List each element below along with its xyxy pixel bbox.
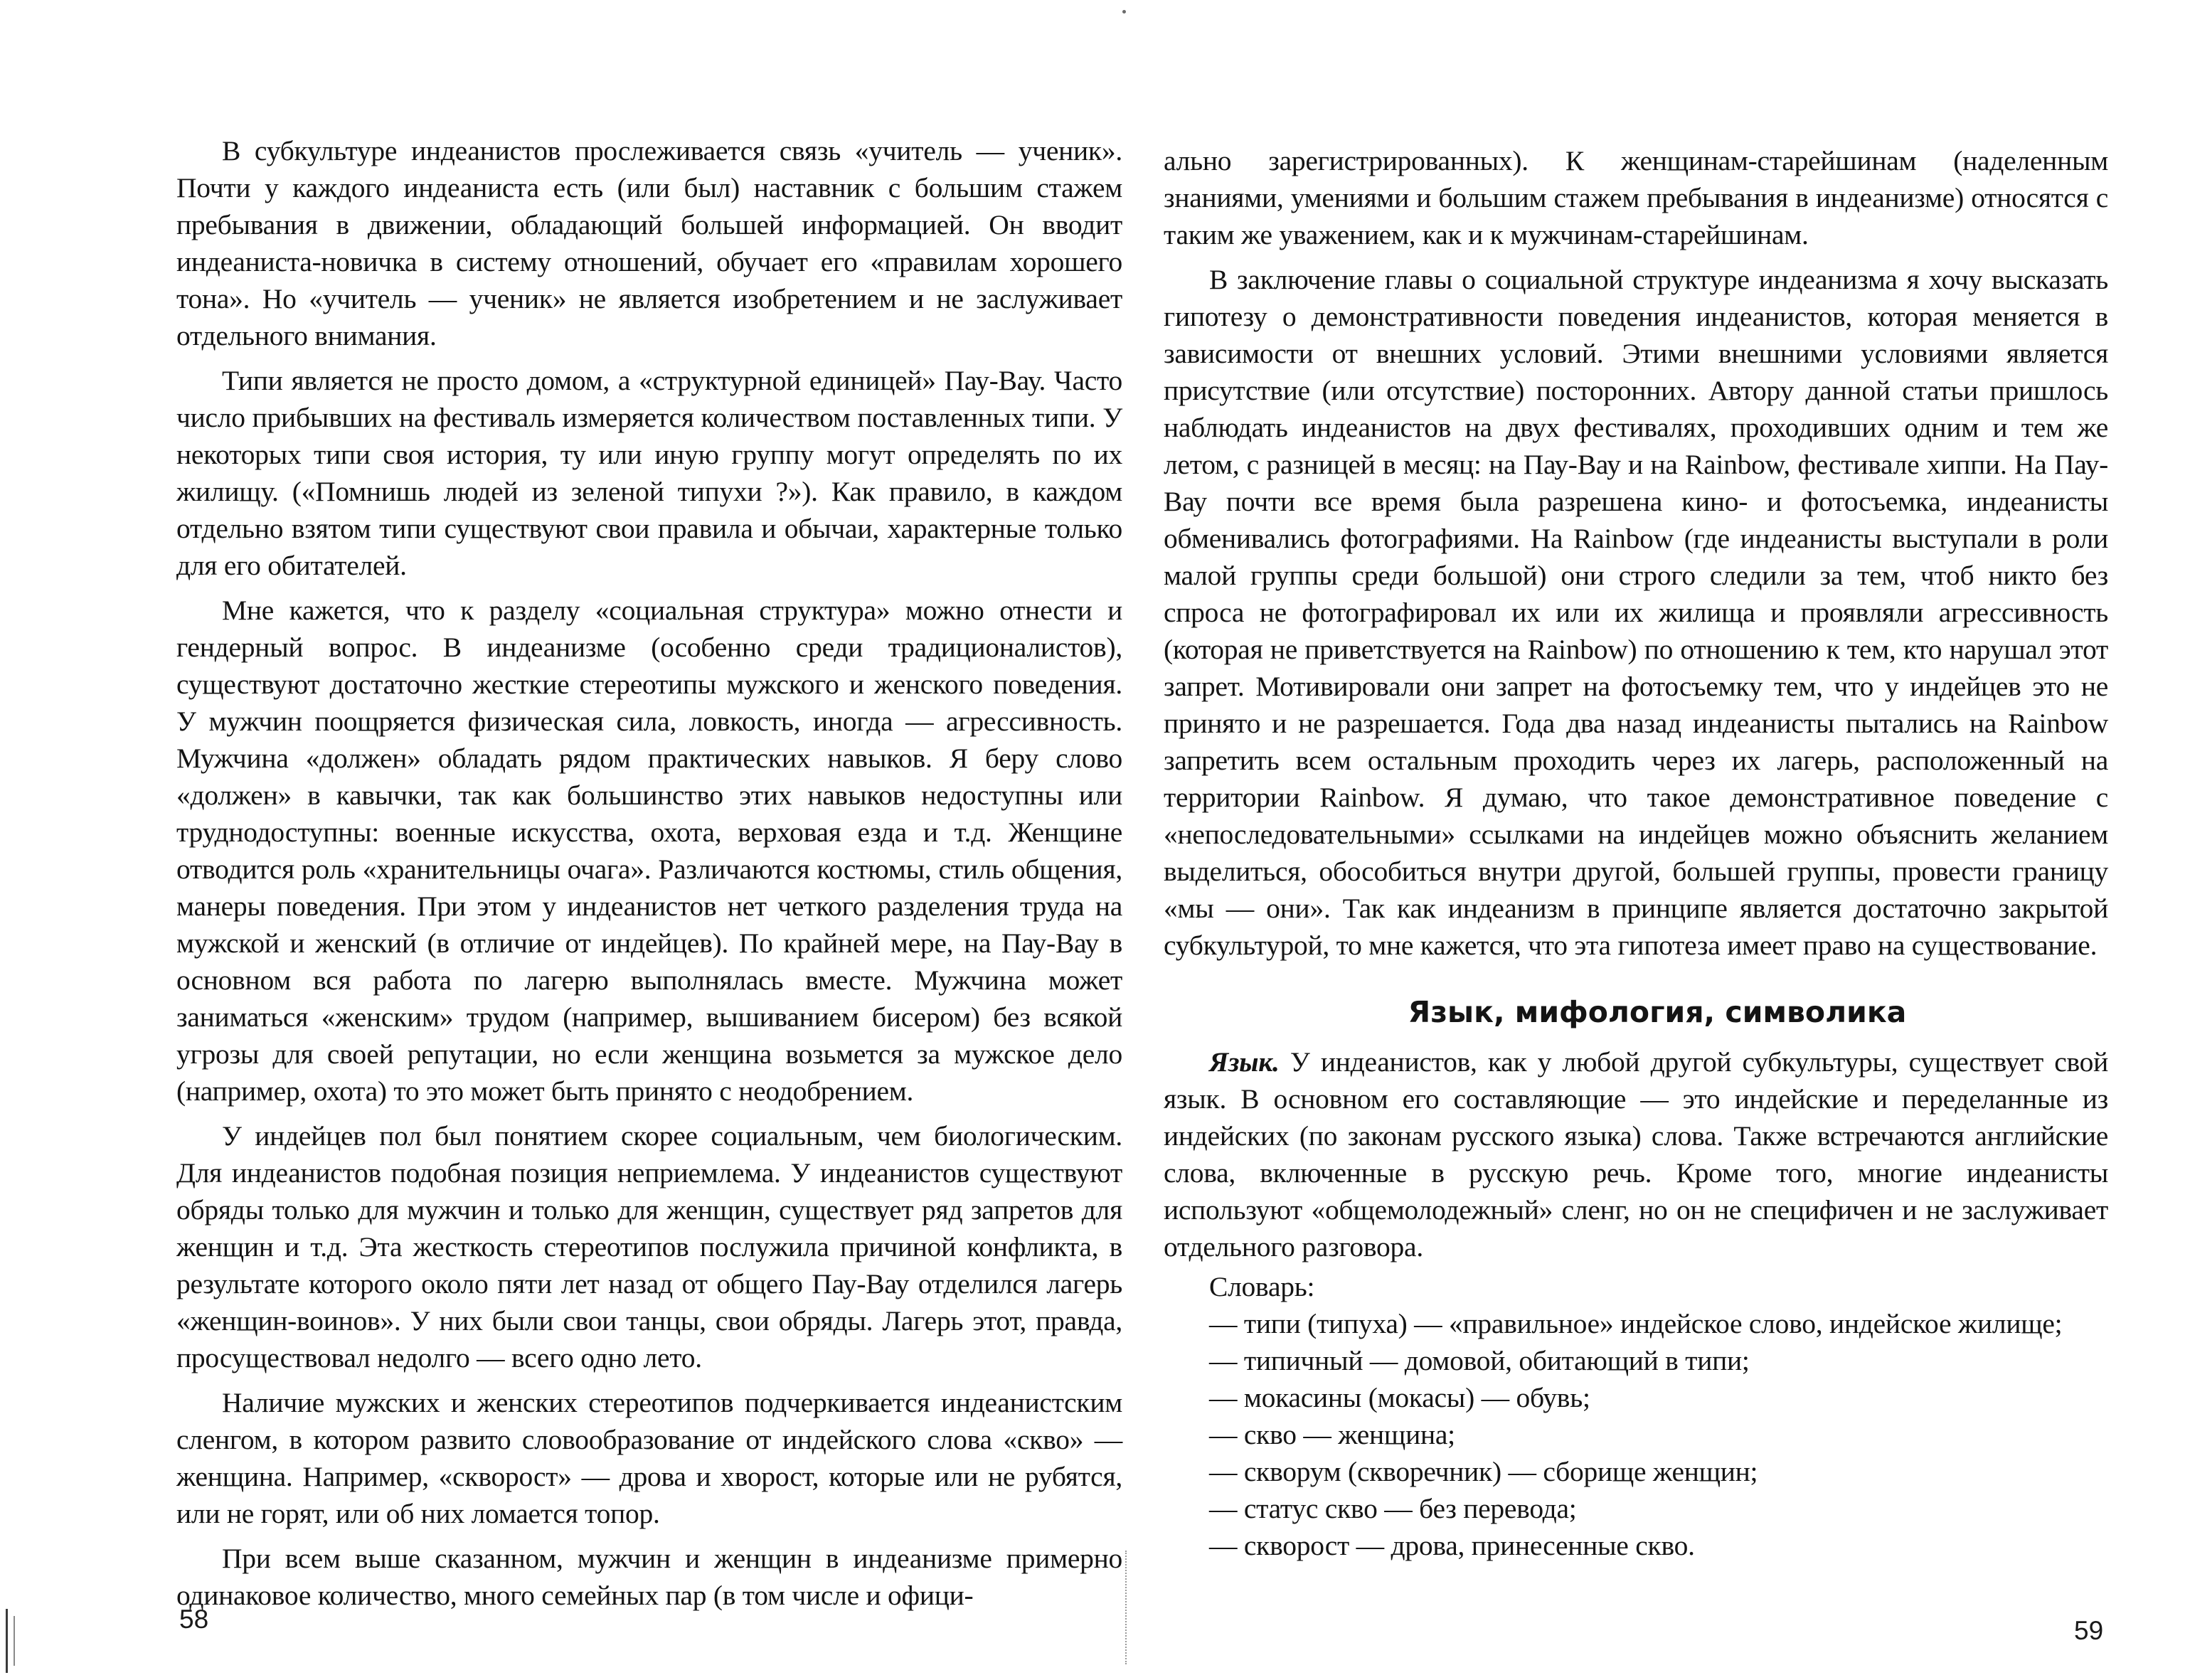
dictionary-entry: — мокасины (мокасы) — обувь; — [1209, 1382, 1590, 1413]
dictionary-entry: — скворост — дрова, принесенные скво. — [1209, 1530, 1695, 1561]
dictionary — [1164, 1268, 2108, 1564]
page-number-right: 59 — [2074, 1616, 2104, 1645]
left-paragraph-4: У индейцев пол был понятием скорее социальным, чем биологическим. Для индеанистов подобная позиция неприемлема. У индеанистов существуют обряды только для мужчин и только для женщин, существует ряд запретов для женщин и т.д. Эта жесткость стереотипов послужила причиной конфликта, в результате которого около пяти лет назад от общего Пау-Вау отделился лагерь «женщин-воинов». У них были свои танцы, свои обряды. Лагерь этот, правда, просуществовал недолго — всего одно лето. — [176, 1120, 1122, 1373]
right-continuation-paragraph: ально зарегистрированных). К женщинам-старейшинам (наделенным знаниями, умениями и большим стажем пребывания в индеанизме) относятся с таким же уважением, как и к мужчинам-старейшинам. — [1164, 145, 2108, 250]
runin-label: Язык. — [1209, 1046, 1280, 1078]
gutter-speck — [1122, 10, 1126, 14]
left-paragraph-6: При всем выше сказанном, мужчин и женщин в индеанизме примерно одинаковое количество, много семейных пар (в том числе и офици- — [176, 1543, 1122, 1611]
right-page — [1164, 142, 2108, 1593]
dictionary-entry: — типичный — домовой, обитающий в типи; — [1209, 1345, 1750, 1376]
left-paragraph-3: Мне кажется, что к разделу «социальная структура» можно отнести и гендерный вопрос. В индеанизме (особенно среди традиционалистов), существуют достаточно жесткие стереотипы мужского и женского поведения. У мужчин поощряется физическая сила, ловкость, иногда — агрессивность. Мужчина «должен» обладать рядом практических навыков. Я беру слово «должен» в кавычки, так как большинство этих навыков недоступны или труднодоступны: военные искусства, охота, верховая езда и т.д. Женщине отводится роль «хранительницы очага». Различаются костюмы, стиль общения, манеры поведения. При этом у индеанистов нет четкого разделения труда на мужской и женский (в отличие от индейцев). По крайней мере, на Пау-Вау в основном вся работа по лагерю выполнялась вместе. Мужчина может заниматься «женским» трудом (например, вышиванием бисером) без всякой угрозы для своей репутации, но если женщина возьмется за мужское дело (например, охота) то это может быть принято с неодобрением. — [176, 595, 1122, 1107]
left-page — [176, 132, 1122, 1611]
dictionary-entry: — скво — женщина; — [1209, 1419, 1455, 1450]
left-paragraph-1: В субкультуре индеанистов прослеживается связь «учитель — ученик». Почти у каждого индеаниста есть (или был) наставник с большим стажем пребывания в движении, обладающий большей информацией. Он вводит индеаниста-новичка в систему отношений, обучает его «правилам хорошего тона». Но «учитель — ученик» не является изобретением и не заслуживает отдельного внимания. — [176, 135, 1122, 351]
section-heading: Язык, мифология, символика — [1408, 995, 1907, 1029]
dictionary-entry: — статус скво — без перевода; — [1209, 1493, 1577, 1524]
left-paragraph-2: Типи является не просто домом, а «структурной единицей» Пау-Вау. Часто число прибывших на фестиваль измеряется количеством поставленных типи. У некоторых типи своя история, ту или иную группу могут определять по их жилищу. («Помнишь людей из зеленой типухи ?»). Как правило, в каждом отдельно взятом типи существуют свои правила и обычаи, характерные только для его обитателей. — [176, 365, 1122, 581]
scan-edge-mark — [6, 1609, 33, 1673]
gutter-fold — [1125, 1551, 1127, 1664]
dictionary-entry: — скворум (скворечник) — сборище женщин; — [1209, 1456, 1758, 1487]
left-paragraph-5: Наличие мужских и женских стереотипов подчеркивается индеанистским сленгом, в котором развито словообразование от индейского слова «скво» — женщина. Например, «скворост» — дрова и хворост, которые или не рубятся, или не горят, или об них ломается топор. — [176, 1387, 1122, 1529]
language-paragraph-text: У индеанистов, как у любой другой субкультуры, существует свой язык. В основном его составляющие — это индейские и переделанные из индейских (по законам русского языка) слова. Также встречаются английские слова, включенные в русскую речь. Кроме того, многие индеанисты используют «общемолодежный» сленг, но он не специфичен и не заслуживает отдельного разговора. — [1164, 1046, 2108, 1262]
dictionary-entry: — типи (типуха) — «правильное» индейское слово, индейское жилище; — [1209, 1308, 2063, 1339]
right-paragraph-hypothesis: В заключение главы о социальной структуре индеанизма я хочу высказать гипотезу о демонстративности поведения индеанистов, которая меняется в зависимости от внешних условий. Этими внешними условиями является присутствие (или отсутствие) посторонних. Автору данной статьи пришлось наблюдать индеанистов на двух фестивалях, проходивших одним и тем же летом, с разницей в месяц: на Пау-Вау и на Rainbow, фестивале хиппи. На Пау-Вау почти все время была разрешена кино- и фотосъемка, индеанисты обменивались фотографиями. На Rainbow (где индеанисты выступали в роли малой группы среди большой) они строго следили за тем, чтоб никто без спроса не фотографировал их или их жилища и проявляли агрессивность (которая не приветствуется на Rainbow) по отношению к тем, кто нарушал этот запрет. Мотивировали они запрет на фотосъемку тем, что у индейцев это не принято и не разрешается. Года два назад индеанисты пытались на Rainbow запретить всем остальным проходить через их лагерь, расположенный на территории Rainbow. Я думаю, что такое демонстративное поведение с «непоследовательными» ссылками на индейцев можно объяснить желанием выделиться, обособиться внутри другой, большей группы, провести границу «мы — они». Так как индеанизм в принципе является достаточно закрытой субкультурой, то мне кажется, что эта гипотеза имеет право на существование. — [1164, 264, 2108, 961]
dictionary-label: Словарь: — [1209, 1271, 1315, 1302]
page-number-left: 58 — [179, 1605, 209, 1634]
language-paragraph — [1164, 1043, 2108, 1265]
